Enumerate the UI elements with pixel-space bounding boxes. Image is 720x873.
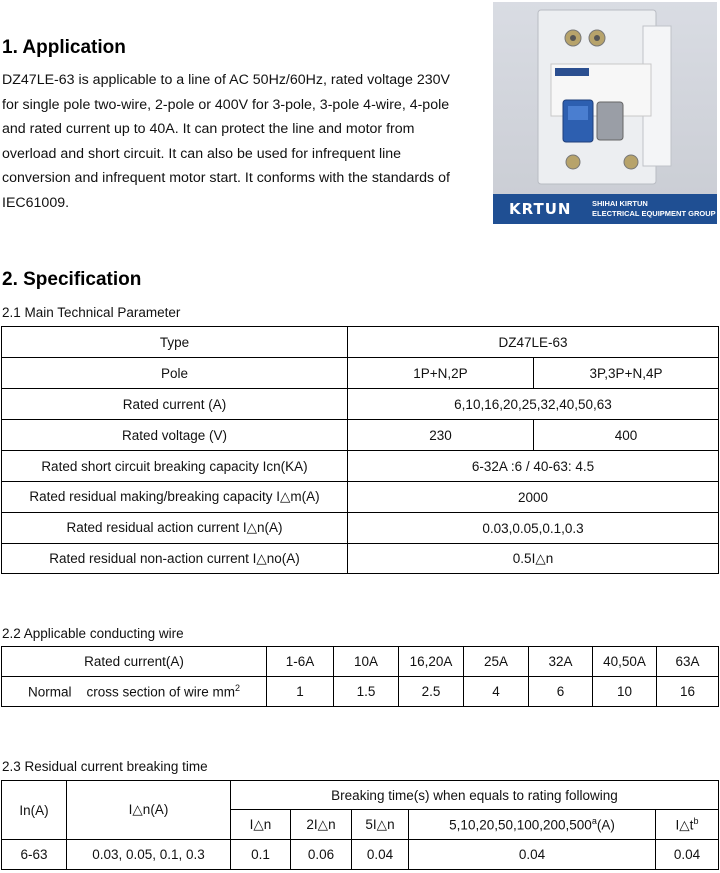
wire-header-label: Rated current(A) (2, 647, 267, 677)
param-value: 6,10,16,20,25,32,40,50,63 (348, 389, 719, 420)
param-value: 2000 (348, 482, 719, 513)
application-line: and rated current up to 40A. It can protect the line and motor from (2, 121, 415, 137)
application-line: overload and short circuit. It can also be used for infrequent line (2, 145, 402, 162)
breaking-cell: 0.06 (291, 840, 352, 870)
wire-table (1, 646, 719, 707)
breaking-subheader (656, 810, 719, 840)
param-value: 230 (348, 420, 534, 451)
param-label: Rated short circuit breaking capacity Icn(KA) (2, 451, 348, 482)
breaking-subheader-values: 5,10,20,50,100,200,500 (449, 817, 592, 833)
param-value: 0.03,0.05,0.1,0.3 (348, 513, 719, 544)
wire-row-label (2, 677, 267, 707)
param-label: Rated residual non-action current I△no(A) (2, 544, 348, 574)
breaking-cell: 0.04 (409, 840, 656, 870)
breaking-subheader (409, 810, 656, 840)
table-row (2, 420, 719, 451)
wire-row-label-a: Normal (27, 684, 72, 700)
breaking-cell: 0.03, 0.05, 0.1, 0.3 (67, 840, 231, 870)
param-label: Rated voltage (V) (2, 420, 348, 451)
table-row (2, 513, 719, 544)
table-row (2, 647, 719, 677)
wire-current: 32A (529, 647, 593, 677)
brand-company-line: SHIHAI KIRTUN (592, 199, 648, 208)
wire-section: 6 (529, 677, 593, 707)
brand-company (592, 199, 716, 219)
breaking-subheader: I△n (231, 810, 291, 840)
breaking-subheader-unit: (A) (596, 817, 615, 833)
wire-title: 2.2 Applicable conducting wire (2, 626, 184, 641)
breaking-group-header: Breaking time(s) when equals to rating following (231, 781, 719, 810)
application-paragraph (2, 68, 480, 215)
main-params-title: 2.1 Main Technical Parameter (2, 305, 181, 320)
param-value: 3P,3P+N,4P (534, 358, 719, 389)
wire-section: 4 (464, 677, 529, 707)
application-heading: 1. Application (2, 37, 126, 58)
main-params-table (1, 326, 719, 574)
product-photo (493, 2, 717, 224)
param-value: 1P+N,2P (348, 358, 534, 389)
param-value: 0.5I△n (348, 544, 719, 574)
breaking-cell: 0.04 (352, 840, 409, 870)
wire-row-label-b: cross section of wire mm (86, 684, 236, 700)
param-label: Pole (2, 358, 348, 389)
col-in: In(A) (2, 781, 67, 840)
wire-row-label-sup: 2 (235, 683, 241, 694)
wire-current: 63A (657, 647, 719, 677)
col-idn: I△n(A) (67, 781, 231, 840)
breaking-title: 2.3 Residual current breaking time (2, 759, 208, 774)
application-line: conversion and infrequent motor start. It conforms with the standards of (2, 170, 450, 186)
table-row (2, 840, 719, 870)
wire-current: 40,50A (593, 647, 657, 677)
wire-section: 1 (267, 677, 334, 707)
wire-current: 10A (334, 647, 399, 677)
table-row (2, 327, 719, 358)
brand-logo: KRTUN (509, 200, 572, 218)
breaking-sup-a: a (591, 816, 597, 827)
brand-company-line: ELECTRICAL EQUIPMENT GROUP (592, 209, 716, 218)
breaking-cell: 0.1 (231, 840, 291, 870)
application-line: DZ47LE-63 is applicable to a line of AC 50Hz/60Hz, rated voltage 230V (2, 72, 450, 88)
table-row (2, 482, 719, 513)
breaking-cell: 6-63 (2, 840, 67, 870)
param-label: Rated residual action current I△n(A) (2, 513, 348, 544)
breaking-subheader-it: I△t (675, 817, 694, 833)
param-label: Rated current (A) (2, 389, 348, 420)
wire-current: 25A (464, 647, 529, 677)
breaking-subheader: 2I△n (291, 810, 352, 840)
table-row (2, 389, 719, 420)
wire-section: 1.5 (334, 677, 399, 707)
breaking-subheader: 5I△n (352, 810, 409, 840)
breaker-illustration (493, 2, 717, 194)
wire-current: 1-6A (267, 647, 334, 677)
wire-section: 2.5 (399, 677, 464, 707)
specification-heading: 2. Specification (2, 269, 142, 290)
application-line: IEC61009. (2, 194, 70, 211)
wire-section: 10 (593, 677, 657, 707)
breaking-sup-b: b (693, 815, 699, 826)
wire-section: 16 (657, 677, 719, 707)
application-line: for single pole two-wire, 2-pole or 400V for 3-pole, 3-pole 4-wire, 4-pole (2, 96, 450, 113)
brand-banner (493, 194, 717, 224)
param-label: Type (2, 327, 348, 358)
table-row (2, 358, 719, 389)
param-value: 400 (534, 420, 719, 451)
breaking-table (1, 780, 719, 870)
wire-current: 16,20A (399, 647, 464, 677)
table-row (2, 781, 719, 810)
param-label: Rated residual making/breaking capacity I△m(A) (2, 482, 348, 513)
param-value: DZ47LE-63 (348, 327, 719, 358)
table-row (2, 677, 719, 707)
table-row (2, 544, 719, 574)
param-value: 6-32A :6 / 40-63: 4.5 (348, 451, 719, 482)
table-row (2, 451, 719, 482)
breaking-cell: 0.04 (656, 840, 719, 870)
